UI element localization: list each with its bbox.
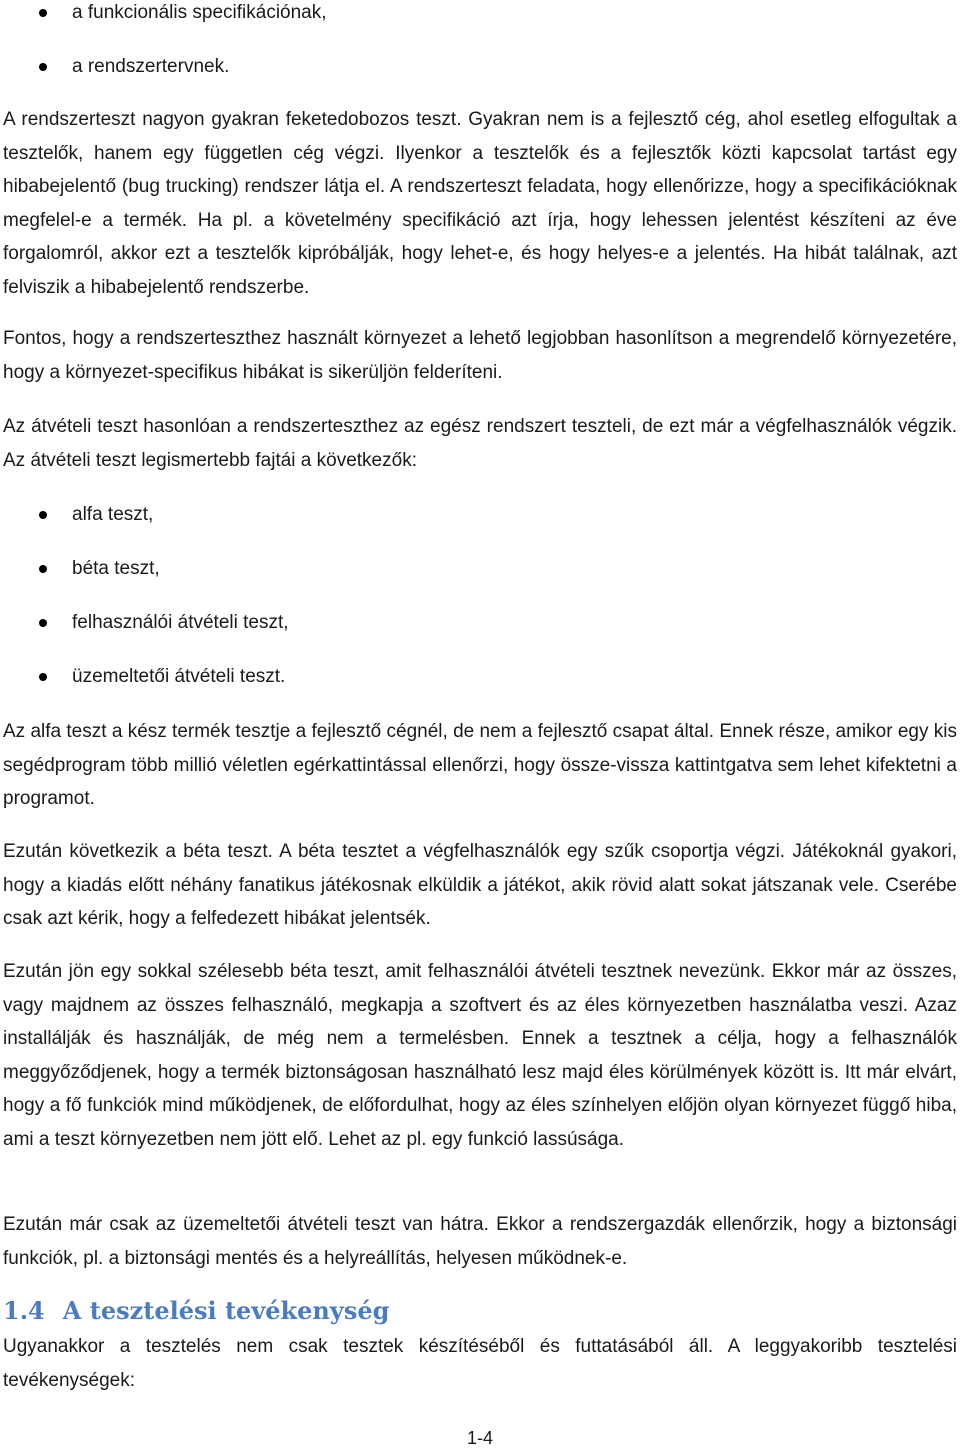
paragraph-beta-test: Ezután következik a béta teszt. A béta tesztet a végfelhasználók egy szűk csoportja végzi. Játékoknál gyakori, hogy a kiadás előtt néhány fanatikus játékosnak elküldik a játékot, akik rövid alatt sokat játszanak vele. Cserébe csak azt kérik, hogy a felfedezett hibákat jelentsék. bbox=[3, 841, 957, 930]
list-item bbox=[0, 502, 960, 556]
list-item-text: béta teszt, bbox=[72, 558, 160, 579]
bullet-icon bbox=[39, 565, 47, 573]
section-title: A tesztelési tevékenység bbox=[62, 1296, 390, 1325]
top-bullet-list bbox=[0, 0, 960, 108]
paragraph-testing-activities: Ugyanakkor a tesztelés nem csak tesztek készítéséből és futtatásából áll. A leggyakoribb tesztelési tevékenységek: bbox=[3, 1336, 957, 1391]
list-item-text: a rendszertervnek. bbox=[72, 56, 230, 77]
list-item bbox=[0, 0, 960, 54]
paragraph-operational-acceptance: Ezután már csak az üzemeltetői átvételi teszt van hátra. Ekkor a rendszergazdák ellenőrzik, hogy a biztonsági funkciók, pl. a biztonsági mentés és a helyreállítás, helyesen működnek-e. bbox=[3, 1214, 957, 1269]
acceptance-test-list bbox=[0, 502, 960, 718]
section-number: 1.4 bbox=[3, 1296, 45, 1325]
paragraph-environment: Fontos, hogy a rendszerteszthez használt környezet a lehető legjobban hasonlítson a megrendelő környezetére, hogy a környezet-specifikus hibákat is sikerüljön felderíteni. bbox=[3, 328, 957, 383]
paragraph-user-acceptance: Ezután jön egy sokkal szélesebb béta teszt, amit felhasználói átvételi tesztnek nevezünk. Ekkor már az összes, vagy majdnem az összes felhasználó, megkapja a szoftvert és az éles környezetben használatba veszi. Azaz installálják és használják, de még nem a termelésben. Ennek a tesztnek a célja, hogy a felhasználók meggyőződjenek, hogy a termék biztonságosan használható lesz majd éles körülmények között is. Itt már elvárt, hogy a fő funkciók mind működjenek, de előfordulhat, hogy az éles színhelyen előjön olyan környezet függő hiba, ami a teszt környezetben nem jött elő. Lehet az pl. egy funkció lassúsága. bbox=[3, 961, 957, 1150]
list-item bbox=[0, 610, 960, 664]
list-item-text: alfa teszt, bbox=[72, 504, 154, 525]
list-item bbox=[0, 556, 960, 610]
paragraph-alpha-test: Az alfa teszt a kész termék tesztje a fejlesztő cégnél, de nem a fejlesztő csapat által. Ennek része, amikor egy kis segédprogram több millió véletlen egérkattintással ellenőrzi, hogy össze-vissza kattintgatva sem lehet kifektetni a programot. bbox=[3, 721, 957, 810]
bullet-icon bbox=[39, 63, 47, 71]
list-item-text: a funkcionális specifikációnak, bbox=[72, 2, 327, 23]
page-number: 1-4 bbox=[466, 1428, 493, 1448]
bullet-icon bbox=[39, 619, 47, 627]
list-item-text: felhasználói átvételi teszt, bbox=[72, 612, 289, 633]
bullet-icon bbox=[39, 511, 47, 519]
list-item bbox=[0, 54, 960, 108]
paragraph-acceptance-test: Az átvételi teszt hasonlóan a rendszerteszthez az egész rendszert teszteli, de ezt már a végfelhasználók végzik. Az átvételi teszt legismertebb fajtái a következők: bbox=[3, 416, 957, 471]
bullet-icon bbox=[39, 9, 47, 17]
list-item bbox=[0, 664, 960, 718]
bullet-icon bbox=[39, 673, 47, 681]
paragraph-system-test: A rendszerteszt nagyon gyakran feketedobozos teszt. Gyakran nem is a fejlesztő cég, ahol esetleg elfogultak a tesztelők, hanem egy független cég végzi. Ilyenkor a tesztelők és a fejlesztők közti kapcsolat tartást egy hibabejelentő (bug trucking) rendszer látja el. A rendszerteszt feladata, hogy ellenőrizze, hogy a specifikációknak megfelel-e a termék. Ha pl. a követelmény specifikáció azt írja, hogy lehessen jelentést készíteni az éve forgalomról, akkor ezt a tesztelők kipróbálják, hogy lehet-e, és hogy helyes-e a jelentés. Ha hibát találnak, azt felviszik a hibabejelentő rendszerbe. bbox=[3, 109, 957, 298]
section-heading bbox=[0, 1296, 960, 1326]
list-item-text: üzemeltetői átvételi teszt. bbox=[72, 666, 286, 687]
